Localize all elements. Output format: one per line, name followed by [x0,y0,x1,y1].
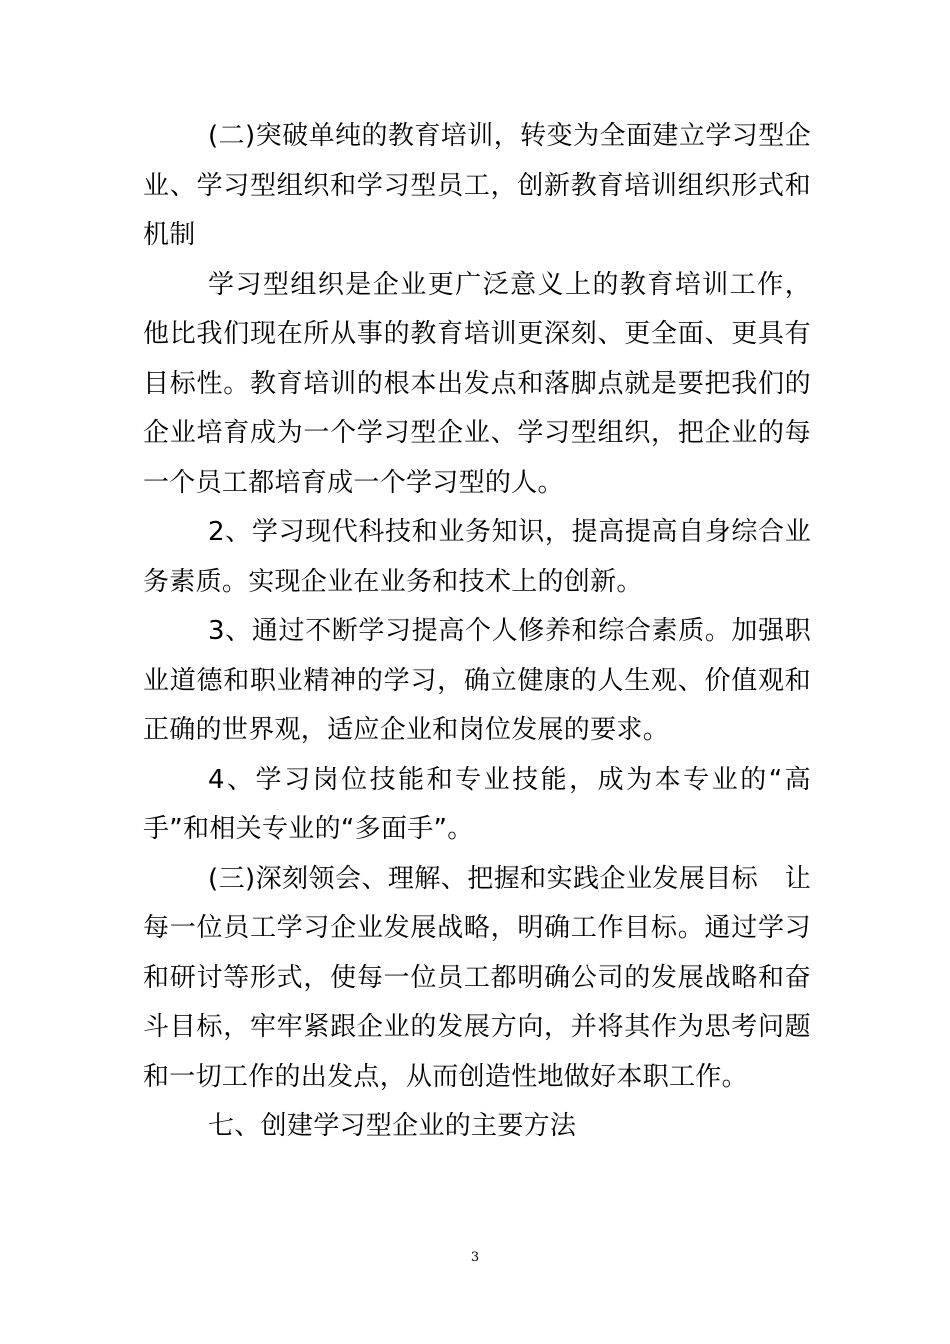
section-heading-2: (二)突破单纯的教育培训，转变为全面建立学习型企业、学习型组织和学习型员工，创新教育培训组织形式和机制 [143,121,811,250]
list-item-3: 3、通过不断学习提高个人修养和综合素质。加强职业道德和职业精神的学习，确立健康的人生观、价值观和正确的世界观，适应企业和岗位发展的要求。 [143,616,811,745]
list-item-2: 2、学习现代科技和业务知识，提高提高自身综合业务素质。实现企业在业务和技术上的创新。 [143,517,811,597]
page-number: 3 [470,1250,480,1265]
document-body [143,112,811,1152]
section-heading-7: 七、创建学习型企业的主要方法 [208,1111,577,1141]
body-paragraph: 学习型组织是企业更广泛意义上的教育培训工作，他比我们现在所从事的教育培训更深刻、更全面、更具有目标性。教育培训的根本出发点和落脚点就是要把我们的企业培育成为一个学习型企业、学习型组织，把企业的每一个员工都培育成一个学习型的人。 [143,269,811,498]
section-heading-3: (三)深刻领会、理解、把握和实践企业发展目标 让每一位员工学习企业发展战略，明确工作目标。通过学习和研讨等形式，使每一位员工都明确公司的发展战略和奋斗目标，牢牢紧跟企业的发展方向，并将其作为思考问题和一切工作的出发点，从而创造性地做好本职工作。 [143,863,811,1092]
list-item-4: 4、学习岗位技能和专业技能，成为本专业的“高手”和相关专业的“多面手”。 [143,764,811,844]
